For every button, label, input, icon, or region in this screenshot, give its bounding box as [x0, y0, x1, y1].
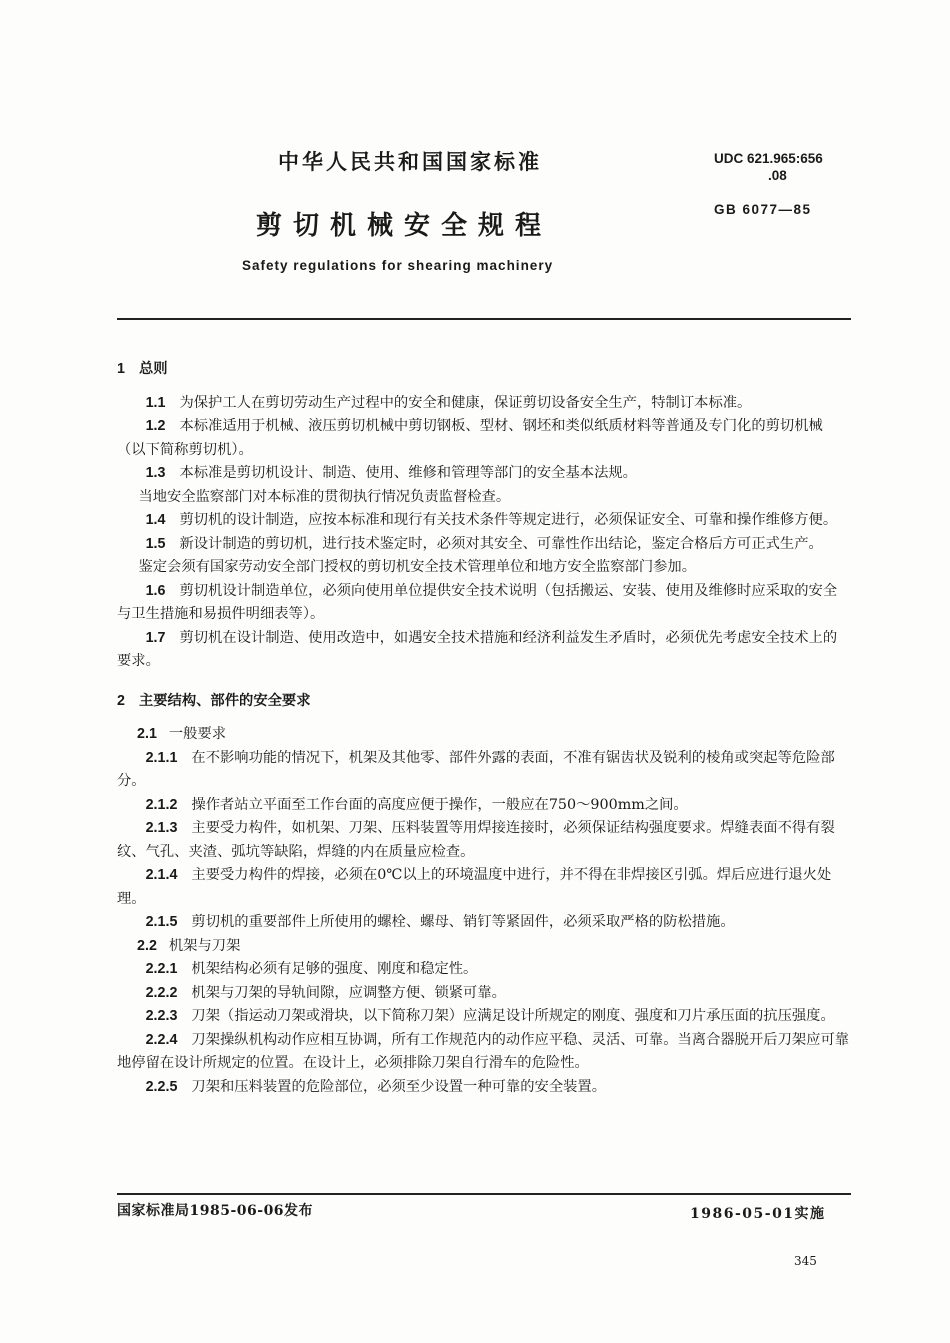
- clause-number: 2.2.5: [145, 1078, 178, 1095]
- clause-number: 2.1.5: [145, 914, 178, 930]
- clause-number: 2.1.3: [145, 820, 178, 836]
- clause-text: 机架结构必须有足够的强度、刚度和稳定性。: [191, 961, 478, 977]
- clause-text: 主要受力构件，如机架、刀架、压料装置等用焊接连接时，必须保证结构强度要求。焊缝表面不得有裂纹、气孔、夹渣、弧坑等缺陷，焊缝的内在质量应检查。: [117, 820, 835, 860]
- clause-text: 刀架操纵机构动作应相互协调，所有工作规范内的动作应平稳、灵活、可靠。当离合器脱开后刀架应可靠地停留在设计所规定的位置。在设计上，必须排除刀架自行滑车的危险性。: [117, 1031, 850, 1071]
- clause-text: 鉴定会须有国家劳动安全部门授权的剪切机安全技术管理单位和地方安全监察部门参加。: [138, 559, 697, 575]
- clause-paragraph: [117, 509, 851, 533]
- footer-divider: [117, 1193, 851, 1195]
- clause-text: 本标准是剪切机设计、制造、使用、维修和管理等部门的安全基本法规。: [179, 465, 637, 481]
- subsection-2-2-heading: [117, 935, 851, 959]
- clause-text: 剪切机的重要部件上所使用的螺栓、螺母、销钉等紧固件，必须采取严格的防松措施。: [191, 914, 735, 930]
- document-subtitle-english: Safety regulations for shearing machinery: [242, 258, 554, 273]
- clause-paragraph: [117, 533, 851, 557]
- clause-number: 1.4: [145, 512, 166, 528]
- clause-number: 1.6: [145, 582, 166, 599]
- clause-paragraph: [117, 958, 851, 982]
- clause-number: 1.3: [145, 465, 166, 481]
- clause-text: 为保护工人在剪切劳动生产过程中的安全和健康，保证剪切设备安全生产，特制订本标准。: [179, 394, 752, 411]
- clause-number: 2.1.1: [145, 749, 178, 766]
- clause-paragraph: [117, 794, 851, 818]
- clause-paragraph: [117, 556, 851, 580]
- clause-paragraph: [117, 1076, 851, 1100]
- page-number: 345: [794, 1254, 817, 1268]
- issuing-country-heading: 中华人民共和国国家标准: [278, 149, 542, 174]
- clause-text: 剪切机设计制造单位，必须向使用单位提供安全技术说明（包括搬运、安装、使用及维修时应采取的安全与卫生措施和易损件明细表等）。: [117, 582, 838, 622]
- clause-paragraph: [117, 580, 851, 627]
- section-title: 主要结构、部件的安全要求: [138, 692, 311, 709]
- subsection-2-1-paragraphs: [117, 747, 851, 935]
- clause-number: 2.2.1: [145, 961, 178, 977]
- udc-line-2: .08: [768, 168, 787, 183]
- clause-paragraph: [117, 486, 851, 510]
- section-number: 1: [117, 361, 125, 377]
- clause-text: 机架与刀架的导轨间隙，应调整方便、锁紧可靠。: [191, 984, 506, 1001]
- clause-number: 1.5: [145, 535, 166, 552]
- clause-paragraph: [117, 462, 851, 486]
- clause-number: 2.2.2: [145, 984, 178, 1001]
- clause-paragraph: [117, 747, 851, 794]
- clause-paragraph: [117, 1005, 851, 1029]
- clause-text: 剪切机在设计制造、使用改造中，如遇安全技术措施和经济利益发生矛盾时，必须优先考虑安全技术上的要求。: [117, 629, 838, 669]
- subsection-2-2-paragraphs: [117, 958, 851, 1099]
- clause-number: 1.1: [145, 394, 166, 411]
- document-body: [117, 358, 851, 1099]
- section-title: 总则: [138, 361, 168, 377]
- section-number: 2: [117, 692, 125, 709]
- subsection-number: 2.2: [137, 937, 157, 954]
- clause-text: 新设计制造的剪切机，进行技术鉴定时，必须对其安全、可靠性作出结论，鉴定合格后方可正式生产。: [179, 535, 823, 552]
- udc-code: [714, 150, 823, 184]
- clause-text: 剪切机的设计制造，应按本标准和现行有关技术条件等规定进行，必须保证安全、可靠和操作维修方便。: [179, 512, 838, 528]
- subsection-2-1-heading: [117, 723, 851, 747]
- section-1-heading: [117, 358, 851, 382]
- subsection-title: 机架与刀架: [168, 937, 241, 954]
- clause-number: 2.1.4: [145, 867, 178, 883]
- clause-paragraph: [117, 392, 851, 416]
- clause-number: 1.7: [145, 629, 166, 646]
- clause-text: 刀架和压料装置的危险部位，必须至少设置一种可靠的安全装置。: [191, 1078, 607, 1095]
- clause-text: 主要受力构件的焊接，必须在0℃以上的环境温度中进行，并不得在非焊接区引弧。焊后应进行退火处理。: [117, 867, 832, 907]
- udc-line-1: UDC 621.965:656: [714, 151, 823, 166]
- clause-text: 当地安全监察部门对本标准的贯彻执行情况负责监督检查。: [138, 488, 511, 505]
- clause-paragraph: [117, 982, 851, 1006]
- clause-text: 操作者站立平面至工作台面的高度应便于操作，一般应在750～900mm之间。: [191, 796, 688, 813]
- subsection-number: 2.1: [137, 726, 157, 742]
- clause-paragraph: [117, 864, 851, 911]
- publish-date: 国家标准局1985-06-06发布: [117, 1203, 314, 1219]
- clause-paragraph: [117, 817, 851, 864]
- clause-text: 在不影响功能的情况下，机架及其他零、部件外露的表面，不准有锯齿状及锐利的棱角或突起等危险部分。: [117, 749, 835, 789]
- subsection-title: 一般要求: [168, 726, 227, 742]
- clause-paragraph: [117, 1029, 851, 1076]
- document-title: 剪切机械安全规程: [256, 211, 553, 241]
- clause-paragraph: [117, 415, 851, 462]
- gb-standard-code: GB 6077—85: [714, 202, 812, 217]
- clause-paragraph: [117, 911, 851, 935]
- clause-number: 2.1.2: [145, 796, 178, 813]
- clause-number: 2.2.3: [145, 1008, 178, 1024]
- section-1-paragraphs: [117, 392, 851, 674]
- clause-paragraph: [117, 627, 851, 674]
- clause-number: 1.2: [145, 418, 166, 434]
- clause-text: 刀架（指运动刀架或滑块，以下简称刀架）应满足设计所规定的刚度、强度和刀片承压面的抗压强度。: [191, 1008, 835, 1024]
- clause-number: 2.2.4: [145, 1031, 178, 1048]
- section-2-heading: [117, 690, 851, 714]
- implementation-date: 1986-05-01实施: [690, 1206, 826, 1222]
- clause-text: 本标准适用于机械、液压剪切机械中剪切钢板、型材、钢坯和类似纸质材料等普通及专门化的剪切机械（以下简称剪切机）。: [117, 418, 823, 458]
- header-divider: [117, 318, 851, 320]
